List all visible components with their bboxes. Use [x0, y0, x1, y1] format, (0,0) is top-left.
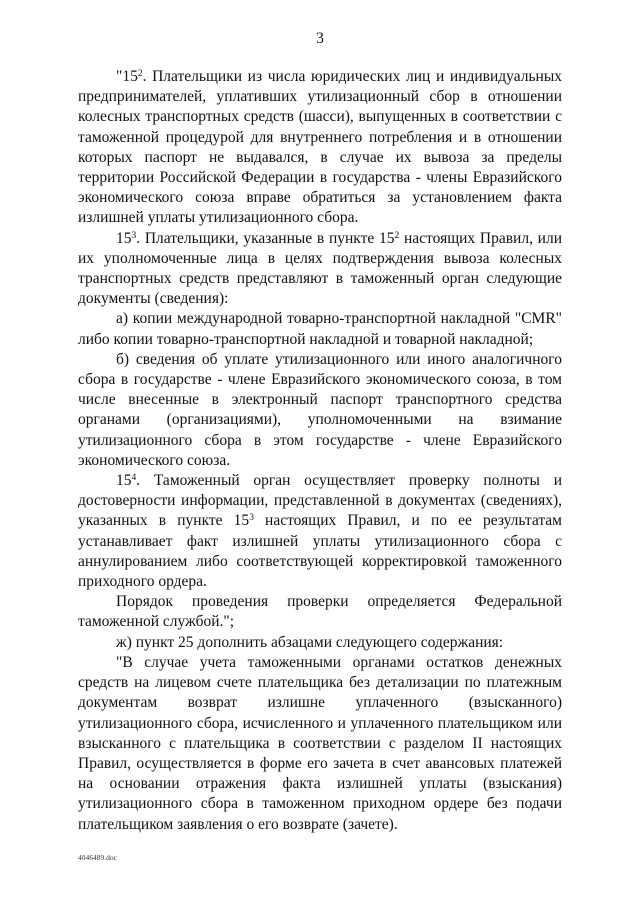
page-number: 3 [316, 30, 324, 47]
superscript-index: 2 [137, 69, 143, 79]
paragraph-text: . Таможенный орган осуществляет проверку полноты и достоверности информации, представленной в документах (сведениях), указанных в пункте 15 [78, 472, 562, 530]
superscript-index: 3 [131, 230, 137, 241]
paragraph-7 [78, 633, 562, 653]
superscript-index: 4 [131, 473, 137, 484]
paragraph-text: . Плательщики, указанные в пункте 15 [136, 229, 395, 247]
paragraph-text: "15 [116, 68, 138, 85]
paragraph-5 [78, 471, 562, 592]
paragraph-text: а) копии международной товарно-транспортной накладной "CMR" либо копии товарно-транспортной накладной и товарной накладной; [78, 310, 562, 348]
paragraph-text: "В случае учета таможенными органами остатков денежных средств на лицевом счете плательщика без детализации по платежным документам возврат излишне уплаченного (взысканного) утилизационного сбора, исчисленного и уплаченного плательщиком или взысканного с плательщика в соответствии с разделом II настоящих Правил, осуществляется в форме его зачета в счет авансовых платежей на основании отражения факта излишней уплаты (взыскания) утилизационного сбора в таможенном приходном ордере без подачи плательщиком заявления о его возврате (зачете). [78, 653, 562, 833]
document-body [78, 67, 562, 835]
superscript-index: 3 [249, 513, 254, 524]
superscript-index: 2 [394, 230, 400, 241]
paragraph-text: 15 [116, 472, 132, 490]
paragraph-text: . Плательщики из числа юридических лиц и индивидуальных предпринимателей, уплативших утилизационный сбор в отношении колесных транспортных средств (шасси), выпущенных в соответствии с таможенной процедурой для внутреннего потребления и в отношении которых паспорт не выдавался, в случае их вывоза за пределы территории Российской Федерации в государства - члены Евразийского экономического союза вправе обратиться за установлением факта излишней уплаты утилизационного сбора. [78, 68, 562, 227]
paragraph-8 [78, 653, 562, 835]
paragraph-6 [78, 592, 562, 632]
document-filename: 4046489.doc [78, 853, 117, 862]
paragraph-text: Порядок проведения проверки определяется Федеральной таможенной службой."; [78, 593, 562, 631]
paragraph-text: б) сведения об уплате утилизационного или иного аналогичного сбора в государстве - члене Евразийского экономического союза, в том числе внесенные в электронный паспорт транспортного средства органами (организациями), уполномоченными на взимание утилизационного сбора в этом государстве - члене Евразийского экономического союза. [78, 350, 562, 469]
paragraph-text: 15 [116, 229, 132, 247]
paragraph-text: настоящих Правил, и по ее результатам устанавливает факт излишней уплаты утилизационного сбора с аннулированием либо соответствующей корректировкой таможенного приходного ордера. [78, 512, 562, 591]
paragraph-4 [78, 350, 562, 471]
paragraph-3 [78, 309, 562, 349]
paragraph-text: настоящих Правил, или их уполномоченные лица в целях подтверждения вывоза колесных транспортных средств представляют в таможенный орган следующие документы (сведения): [78, 229, 563, 308]
paragraph-1 [78, 67, 562, 229]
paragraph-2 [78, 229, 562, 310]
paragraph-text: ж) пункт 25 дополнить абзацами следующего содержания: [116, 633, 504, 651]
